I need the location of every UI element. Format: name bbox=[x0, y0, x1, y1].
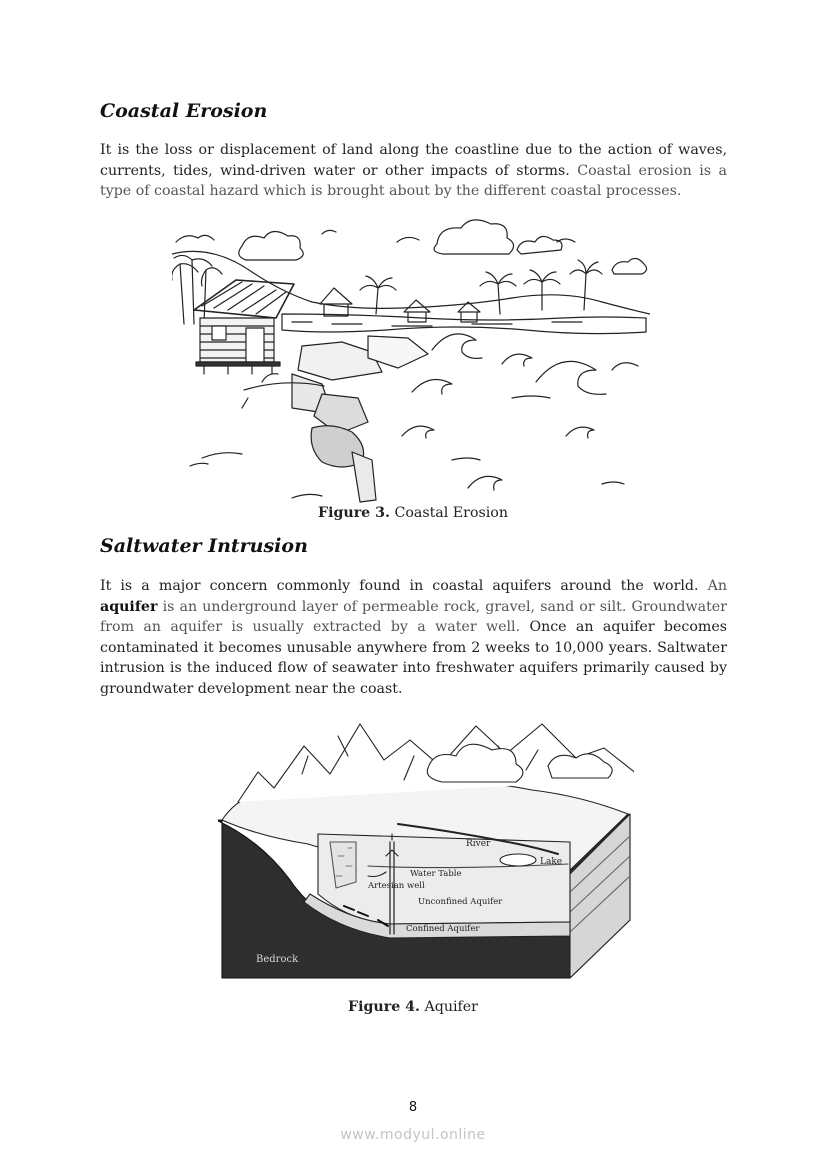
aquifer-diagram bbox=[218, 716, 634, 982]
coastal-erosion-text-b: Coastal erosion is a type of coastal hazard which is brought about by the different coastal processes. bbox=[100, 162, 727, 200]
section-heading-saltwater-intrusion: Saltwater Intrusion bbox=[100, 535, 308, 557]
cloud bbox=[517, 236, 562, 254]
label-unconfined-aquifer: Unconfined Aquifer bbox=[418, 897, 503, 907]
palm-tree-cluster bbox=[172, 255, 222, 324]
cloud bbox=[427, 744, 523, 782]
label-artesian-well: Artesian well bbox=[368, 881, 425, 891]
cloud bbox=[239, 231, 303, 260]
figure-3-title: Coastal Erosion bbox=[389, 505, 508, 521]
saltwater-text-d: Once an aquifer becomes contaminated it becomes unusable anywhere from 2 weeks to 10,000 years. Saltwater intrusion is the induced flow of seawater into freshwater aquifers primarily caused by groundwater development near the coast. bbox=[100, 619, 727, 697]
saltwater-text-b: An bbox=[698, 578, 727, 594]
lake bbox=[500, 854, 536, 866]
coastal-erosion-illustration bbox=[172, 214, 650, 504]
section-heading-coastal-erosion: Coastal Erosion bbox=[100, 100, 268, 122]
distant-palms bbox=[360, 260, 602, 314]
figure-3-label: Figure 3. bbox=[318, 505, 390, 521]
site-watermark: www.modyul.online bbox=[340, 1127, 486, 1143]
figure-4-title: Aquifer bbox=[420, 999, 478, 1015]
label-water-table: Water Table bbox=[410, 869, 462, 879]
figure-3-caption bbox=[0, 505, 826, 521]
cloud bbox=[434, 220, 513, 254]
figure-4-caption bbox=[0, 999, 826, 1015]
page-number: 8 bbox=[408, 1100, 418, 1115]
saltwater-intrusion-paragraph bbox=[100, 576, 727, 700]
coastal-erosion-paragraph bbox=[100, 140, 727, 202]
saltwater-text-a: It is a major concern commonly found in coastal aquifers around the world. bbox=[100, 578, 699, 594]
label-river: River bbox=[466, 839, 491, 849]
cloud bbox=[612, 258, 647, 274]
label-confined-aquifer: Confined Aquifer bbox=[406, 924, 480, 934]
collapsing-land-blocks bbox=[292, 336, 428, 502]
saltwater-text-c: is an underground layer of permeable rock, gravel, sand or silt. Groundwater from an aquifer is usually extracted by a water well. bbox=[100, 598, 727, 636]
coastal-erosion-text-a: It is the loss or displacement of land along the coastline due to the action of waves, currents, tides, wind-driven water or other impacts of storms. bbox=[100, 142, 727, 179]
figure-4-label: Figure 4. bbox=[348, 999, 420, 1015]
label-lake: Lake bbox=[540, 857, 563, 867]
aquifer-term: aquifer bbox=[100, 598, 158, 615]
cloud bbox=[176, 235, 214, 242]
label-bedrock: Bedrock bbox=[256, 954, 299, 965]
stilt-hut bbox=[194, 280, 294, 374]
